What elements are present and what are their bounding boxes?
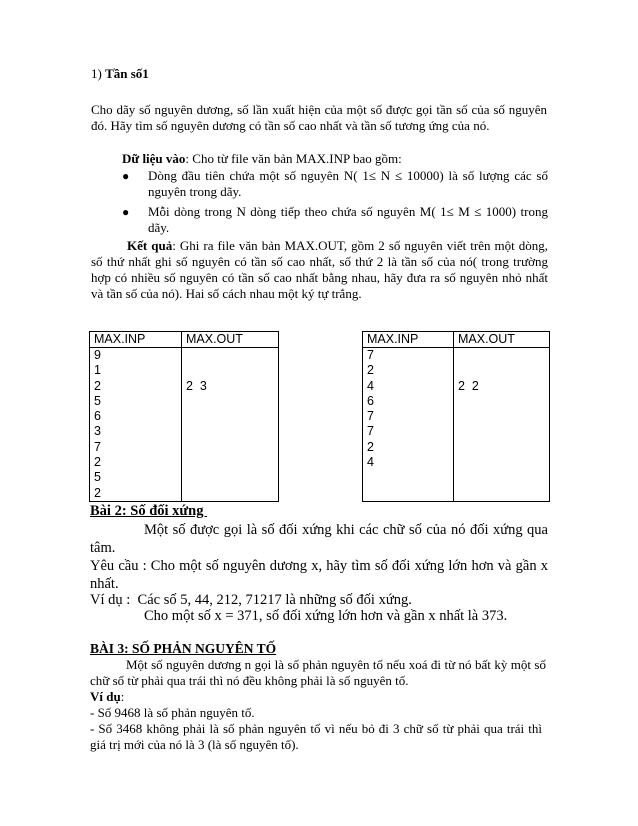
bullet-item: Mỗi dòng trong N dòng tiếp theo chứa số nguyên M( 1≤ M ≤ 1000) trong dãy. [148, 204, 548, 235]
input-line: 2 [94, 455, 101, 470]
example-label: Ví dụ [90, 689, 121, 704]
problem2-line1: Một số được gọi là số đối xứng khi các chữ số của nó đối xứng qua tâm. [90, 522, 548, 556]
input-line: 2 [94, 378, 101, 393]
bullet-item: Dòng đầu tiên chứa một số nguyên N( 1≤ N ≤ 10000) là số lượng các số nguyên trong dãy. [148, 168, 548, 199]
problem3-heading: BÀI 3: SỐ PHẢN NGUYÊN TỐ [90, 641, 277, 656]
problem3-example-1: - Số 9468 là số phản nguyên tố. [90, 705, 255, 720]
table-header-input: MAX.INP [363, 332, 454, 348]
output-label: Kết quả [127, 238, 173, 253]
problem2-example-2: Cho một số x = 371, số đối xứng lớn hơn và gần x nhất là 373. [144, 608, 508, 624]
problem1-number: 1) [91, 66, 106, 81]
example-colon: : [120, 689, 125, 704]
input-line: 7 [367, 424, 374, 439]
input-line: 4 [367, 378, 374, 393]
example-table-1 [89, 331, 279, 502]
input-cell [363, 348, 454, 502]
input-line: 6 [94, 409, 101, 424]
input-line: 3 [94, 424, 101, 439]
input-label: Dữ liệu vào [122, 151, 186, 166]
input-line: 2 [94, 485, 101, 500]
problem3-example-label [90, 689, 124, 705]
input-line: 2 [367, 363, 374, 378]
input-line: 5 [94, 393, 101, 408]
input-line: 1 [94, 363, 101, 378]
input-text: : Cho từ file văn bản MAX.INP bao gồm: [185, 151, 402, 166]
table-header-output: MAX.OUT [182, 332, 279, 348]
output-line: 2 3 [186, 378, 207, 393]
problem2-example: Ví dụ : Các số 5, 44, 212, 71217 là những số đối xứng. [90, 592, 412, 608]
table-header-output: MAX.OUT [454, 332, 550, 348]
input-line: 2 [367, 439, 374, 454]
problem3-example-2: - Số 3468 không phải là số phản nguyên tố vì nếu bỏ đi 3 chữ số từ phải qua trái thì giá trị mới của nó là 3 (là số nguyên tố). [90, 721, 542, 752]
problem1-input-spec [122, 151, 548, 167]
input-line: 6 [367, 393, 374, 408]
bullet-icon: ● [122, 205, 130, 219]
table-header-input: MAX.INP [90, 332, 182, 348]
input-line: 7 [94, 439, 101, 454]
problem1-title: Tần số1 [105, 66, 149, 81]
output-cell [182, 348, 279, 502]
output-cell [454, 348, 550, 502]
problem2-requirement: Yêu cầu : Cho một số nguyên dương x, hãy tìm số đối xứng lớn hơn và gần x nhất. [90, 558, 548, 592]
problem2-heading: Bài 2: Số đối xứng [90, 503, 208, 519]
input-line: 7 [367, 348, 374, 362]
example-table-2 [362, 331, 550, 502]
input-cell [90, 348, 182, 502]
problem1-output-spec [91, 238, 548, 302]
output-text: : Ghi ra file văn bản MAX.OUT, gồm 2 số nguyên viết trên một dòng, số thứ nhất ghi số nguyên có tần số cao nhất, số thứ 2 là tần số của nó( trong trường hợp có nhiều số nguyên có tần số cao nhất bằng nhau, hãy đưa ra số nguyên nhỏ nhất và tần số của nó). Hai số cách nhau một ký tự trắng. [91, 238, 549, 301]
input-line: 9 [94, 348, 101, 362]
problem1-heading [91, 66, 551, 82]
output-line: 2 2 [458, 378, 479, 393]
input-line: 5 [94, 470, 101, 485]
problem3-para: Một số nguyên dương n gọi là số phản nguyên tố nếu xoá đi từ nó bất kỳ một số chữ số từ phải qua trái thì nó đều không phải là số nguyên tố. [90, 657, 546, 688]
input-line: 4 [367, 455, 374, 470]
input-line: 7 [367, 409, 374, 424]
bullet-icon: ● [122, 169, 130, 183]
problem1-intro: Cho dãy số nguyên dương, số lần xuất hiện của một số được gọi tần số của số nguyên đó. Hãy tìm số nguyên dương có tần số cao nhất và tần số tương ứng của nó. [91, 102, 547, 133]
